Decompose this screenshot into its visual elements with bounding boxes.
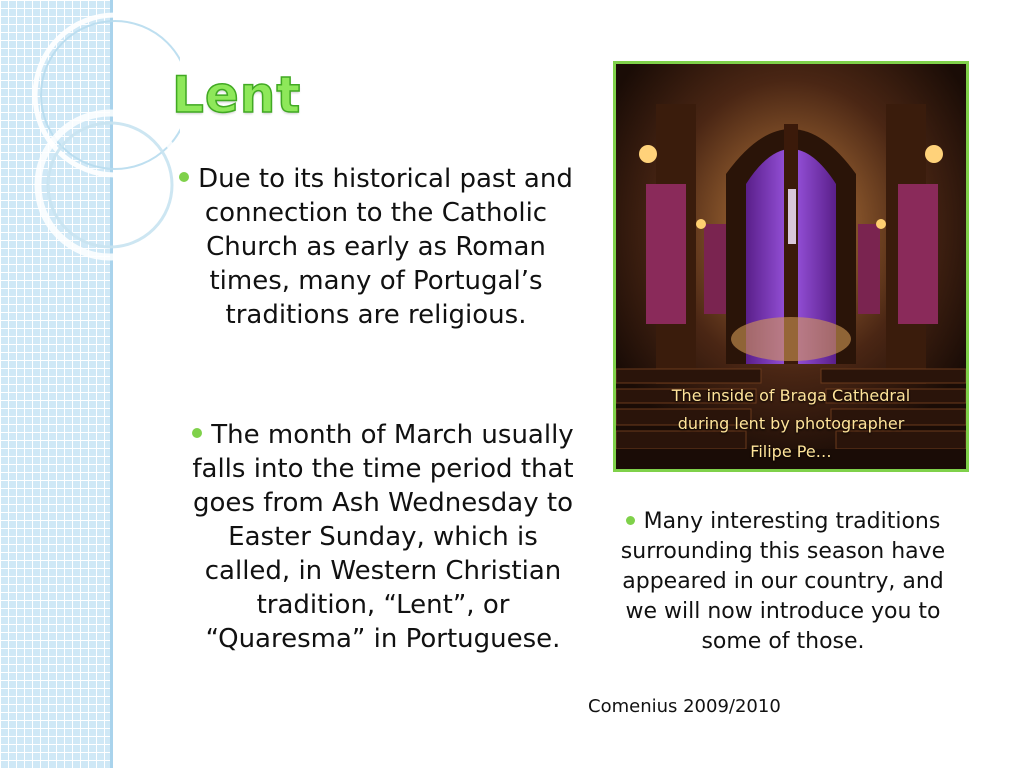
bullet-text: Due to its historical past and connection to the Catholic Church as early as Roman times, many of Portugal’s traditions are religious. — [198, 164, 573, 330]
bullet-text: The month of March usually falls into the time period that goes from Ash Wednesday to Easter Sunday, which is called, in Western Christian tradition, “Lent”, or “Quaresma” in Portuguese. — [192, 420, 574, 654]
slide-title: Lent — [172, 66, 302, 124]
bullet-dot-icon — [626, 516, 635, 525]
bullet-item-traditions — [608, 507, 958, 657]
bullet-dot-icon — [192, 428, 202, 438]
photo-caption: The inside of Braga Cathedral during lent by photographer Filipe Pe… — [671, 386, 911, 461]
bullet-text: Many interesting traditions surrounding this season have appeared in our country, and we will now introduce you to some of those. — [620, 509, 946, 654]
left-grid-strip — [0, 0, 113, 768]
strip-edge-line — [110, 0, 113, 768]
cathedral-photo — [613, 61, 969, 472]
bullet-item-lent-period — [188, 418, 578, 656]
bullet-item-history — [176, 162, 576, 332]
footer-text: Comenius 2009/2010 — [588, 696, 781, 717]
bullet-dot-icon — [179, 172, 189, 182]
